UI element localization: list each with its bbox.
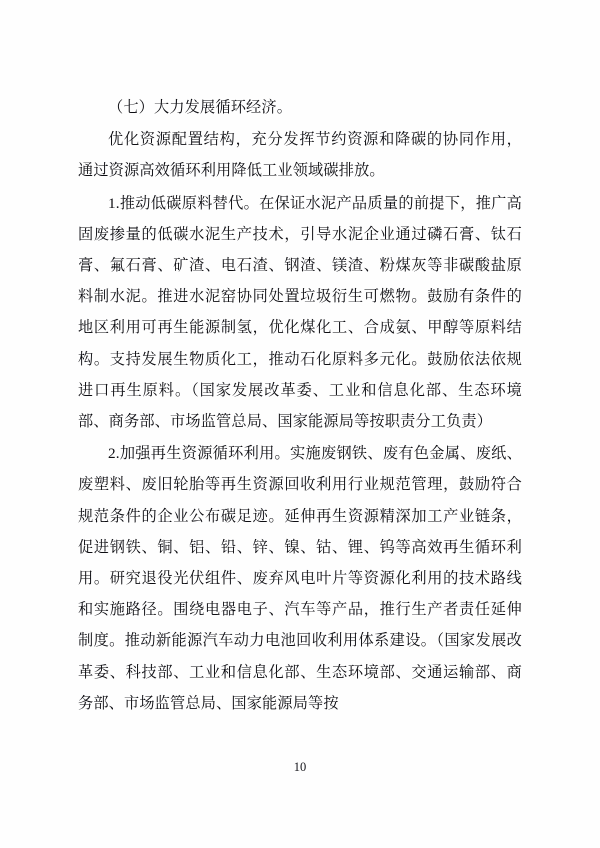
section-heading: （七）大力发展循环经济。 — [108, 99, 293, 116]
intro-paragraph: 优化资源配置结构，充分发挥节约资源和降碳的协同作用，通过资源高效循环利用降低工业领域碳排放。 — [78, 131, 522, 180]
page-body — [78, 92, 522, 720]
page-number: 10 — [293, 760, 307, 774]
numbered-item-1: 1.推动低碳原料替代。在保证水泥产品质量的前提下，推广高固废掺量的低碳水泥生产技术，引导水泥企业通过磷石膏、钛石膏、氟石膏、矿渣、电石渣、钢渣、镁渣、粉煤灰等非碳酸盐原料制水泥。推进水泥窑协同处置垃圾衍生可燃物。鼓励有条件的地区利用可再生能源制氢，优化煤化工、合成氨、甲醇等原料结构。支持发展生物质化工，推动石化原料多元化。鼓励依法依规进口再生原料。（国家发展改革委、工业和信息化部、生态环境部、商务部、市场监管总局、国家能源局等按职责分工负责） — [78, 194, 522, 431]
numbered-item-2: 2.加强再生资源循环利用。实施废钢铁、废有色金属、废纸、废塑料、废旧轮胎等再生资源回收利用行业规范管理，鼓励符合规范条件的企业公布碳足迹。延伸再生资源精深加工产业链条，促进钢铁、铜、铝、铅、锌、镍、钴、锂、钨等高效再生循环利用。研究退役光伏组件、废弃风电叶片等资源化利用的技术路线和实施路径。围绕电器电子、汽车等产品，推行生产者责任延伸制度。推动新能源汽车动力电池回收利用体系建设。（国家发展改革委、科技部、工业和信息化部、生态环境部、交通运输部、商务部、市场监管总局、国家能源局等按 — [78, 445, 522, 712]
